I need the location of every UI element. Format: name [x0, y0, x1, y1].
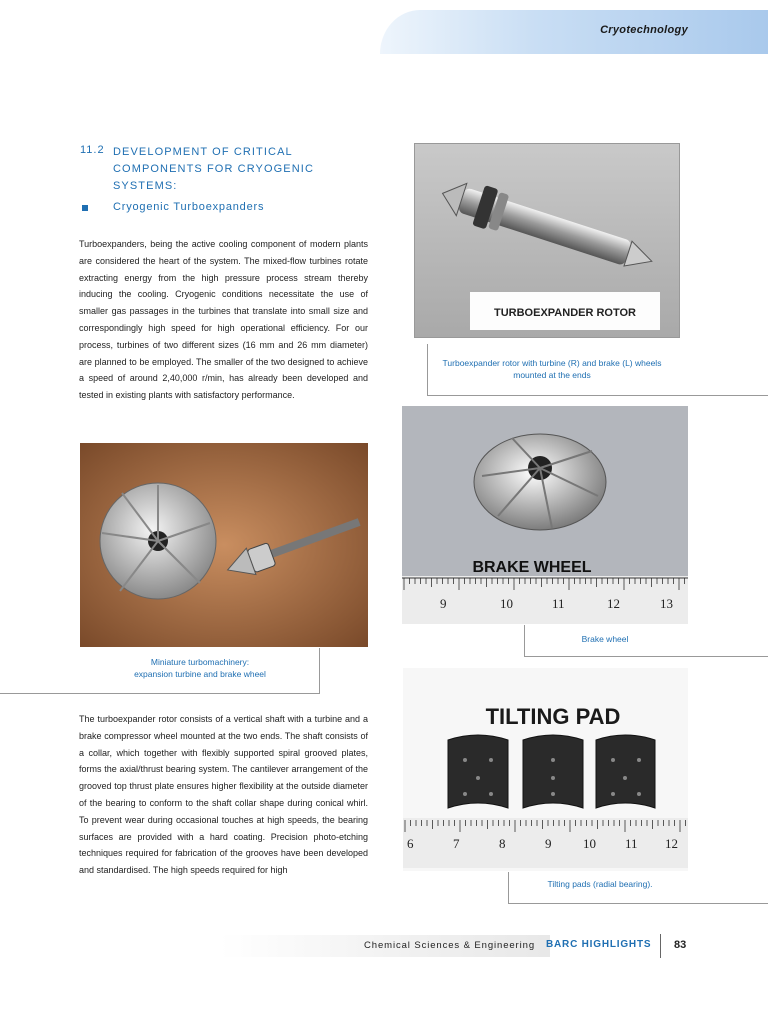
- miniature-turbomachinery-photo: [80, 443, 368, 647]
- caption-rule: [319, 648, 320, 694]
- caption-rule: [524, 656, 768, 657]
- ruler-number: 11: [625, 836, 638, 851]
- miniature-caption-line-1: Miniature turbomachinery:: [150, 657, 250, 667]
- ruler-number: 6: [407, 836, 414, 851]
- body-paragraph-1: Turboexpanders, being the active cooling component of modern plants are considered the heart of the system. The mixed-flow turbines rotate extracting energy from the high pressure process stream thereby inducing the cooling. Cryogenic conditions necessitate the use of smaller gas passages in the turbines that translate into small size and correspondingly high speed for high operational efficiency. For our process, turbines of two different sizes (16 mm and 26 mm diameter) are planned to be employed. The smaller of the two designed to achieve a speed of around 2,40,000 r/min, has already been developed and tested in existing plants with satisfactory performance.: [79, 239, 368, 401]
- caption-rule: [524, 625, 525, 657]
- tilting-pad-label: TILTING PAD: [485, 704, 621, 729]
- section-number: 11.2: [80, 144, 105, 156]
- ruler-number: 10: [500, 596, 513, 611]
- tilting-pad-caption: Tilting pads (radial bearing).: [547, 879, 653, 889]
- ruler-number: 8: [499, 836, 506, 851]
- turboexpander-rotor-photo: [414, 143, 680, 338]
- subheading: Cryogenic Turboexpanders: [113, 201, 265, 213]
- rotor-caption: Turboexpander rotor with turbine (R) and brake (L) wheels mounted at the ends: [442, 358, 662, 380]
- ruler-number: 11: [552, 596, 565, 611]
- brake-wheel-label: BRAKE WHEEL: [472, 559, 592, 576]
- brake-wheel-photo: [402, 406, 688, 624]
- footer-section: Chemical Sciences & Engineering: [364, 940, 536, 951]
- running-header: Cryotechnology: [600, 24, 688, 36]
- ruler-number: 9: [440, 596, 447, 611]
- page-number: 83: [674, 939, 687, 951]
- ruler-number: 10: [583, 836, 596, 851]
- caption-rule: [0, 693, 320, 694]
- ruler-number: 7: [453, 836, 460, 851]
- caption-rule: [508, 872, 509, 904]
- ruler-number: 13: [660, 596, 673, 611]
- ruler-number: 12: [665, 836, 678, 851]
- brake-wheel-caption: Brake wheel: [581, 634, 629, 644]
- caption-rule: [427, 344, 428, 396]
- footer-publication: BARC HIGHLIGHTS: [546, 939, 652, 950]
- miniature-caption: [90, 656, 310, 680]
- caption-rule: [508, 903, 768, 904]
- bullet-square-icon: [82, 205, 88, 211]
- miniature-caption-line-2: expansion turbine and brake wheel: [134, 669, 266, 679]
- caption-rule: [427, 395, 768, 396]
- body-paragraph-2: The turboexpander rotor consists of a vertical shaft with a turbine and a brake compressor wheel mounted at the two ends. The shaft consists of a collar, which together with flexibly supported spiral grooved plates, forms the axial/thrust bearing system. The cantilever arrangement of the grooved top thrust plate ensures higher flexibility at the outside diameter of the bearing to conform to the shaft collar shape during conical whirl. To prevent wear during occasional touches at high speeds, the bearing surfaces are provided with a hard coating. Precision photo-etching techniques required for fabrication of the grooves have been developed and standardised. The high speeds required for high: [79, 714, 368, 876]
- tilting-pad-photo: [403, 668, 688, 871]
- rotor-label: TURBOEXPANDER ROTOR: [494, 307, 636, 319]
- ruler-number: 9: [545, 836, 552, 851]
- ruler-number: 12: [607, 596, 620, 611]
- header-band: [380, 10, 768, 54]
- footer-separator: [660, 934, 661, 958]
- section-title: DEVELOPMENT OF CRITICAL COMPONENTS FOR CRYOGENIC SYSTEMS:: [113, 146, 314, 192]
